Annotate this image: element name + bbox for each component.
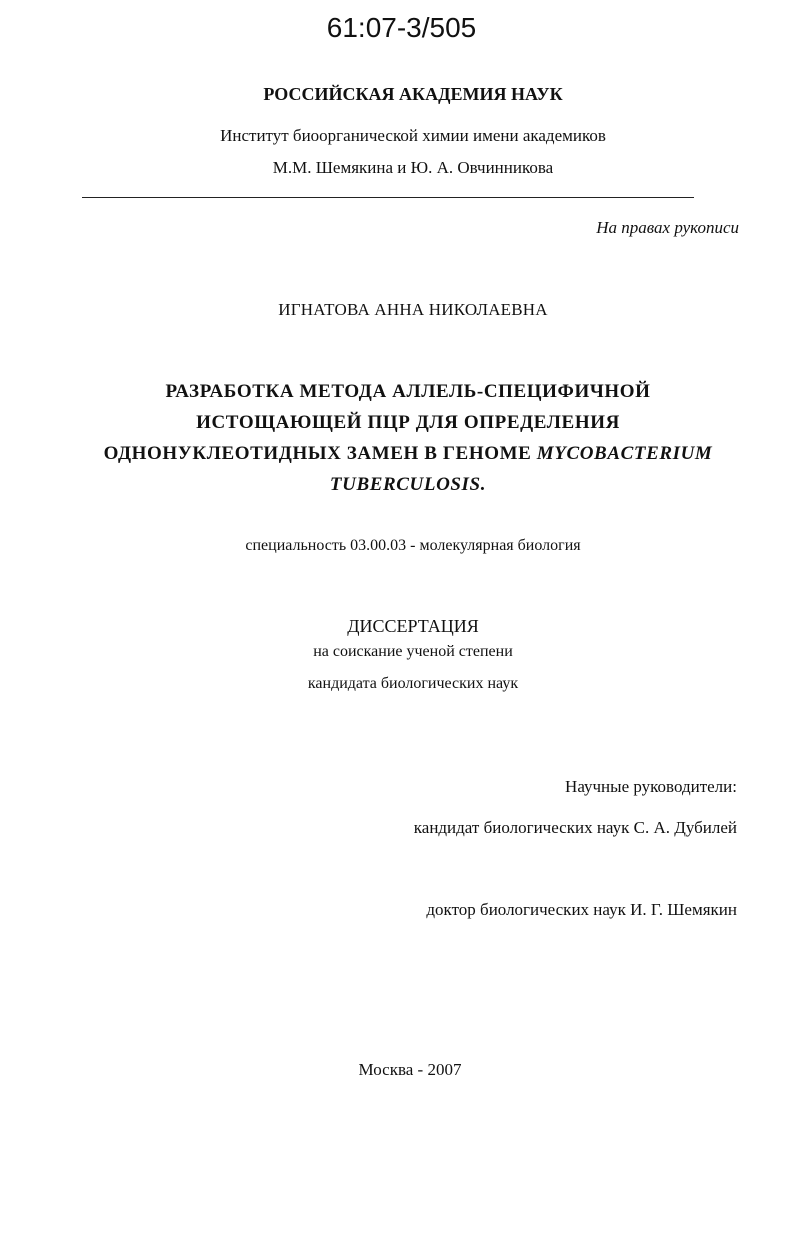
degree-line-1: на соискание ученой степени	[313, 643, 513, 660]
title-line-2: ИСТОЩАЮЩЕЙ ПЦР ДЛЯ ОПРЕДЕЛЕНИЯ	[196, 412, 620, 433]
degree-line-2: кандидата биологических наук	[307, 675, 519, 692]
title-line-1: РАЗРАБОТКА МЕТОДА АЛЛЕЛЬ-СПЕЦИФИЧНОЙ	[165, 381, 651, 402]
academy-name: РОССИЙСКАЯ АКАДЕМИЯ НАУК	[263, 84, 563, 104]
supervisor-2: доктор биологических наук И. Г. Шемякин	[426, 900, 737, 919]
supervisors-heading: Научные руководители:	[565, 777, 737, 796]
manuscript-note: На правах рукописи	[596, 218, 739, 237]
title-line-3-species: MYCOBACTERIUM	[536, 443, 713, 464]
title-line-3-plain: ОДНОНУКЛЕОТИДНЫХ ЗАМЕН В ГЕНОМЕ	[103, 443, 537, 464]
title-line-3	[0, 443, 793, 465]
title-line-4	[0, 474, 793, 496]
specialty: специальность 03.00.03 - молекулярная биология	[245, 537, 581, 554]
city-year: Москва - 2007	[358, 1060, 462, 1079]
dissertation-heading: ДИССЕРТАЦИЯ	[347, 616, 479, 636]
author-name: ИГНАТОВА АННА НИКОЛАЕВНА	[278, 300, 548, 319]
institute-line-2: М.М. Шемякина и Ю. А. Овчинникова	[272, 158, 554, 177]
catalog-number: 61:07-3/505	[326, 12, 477, 43]
header-divider	[82, 197, 694, 198]
supervisor-1: кандидат биологических наук С. А. Дубилей	[413, 818, 737, 837]
title-line-4-species: TUBERCULOSIS.	[329, 474, 487, 495]
institute-line-1: Институт биоорганической химии имени академиков	[220, 126, 606, 145]
